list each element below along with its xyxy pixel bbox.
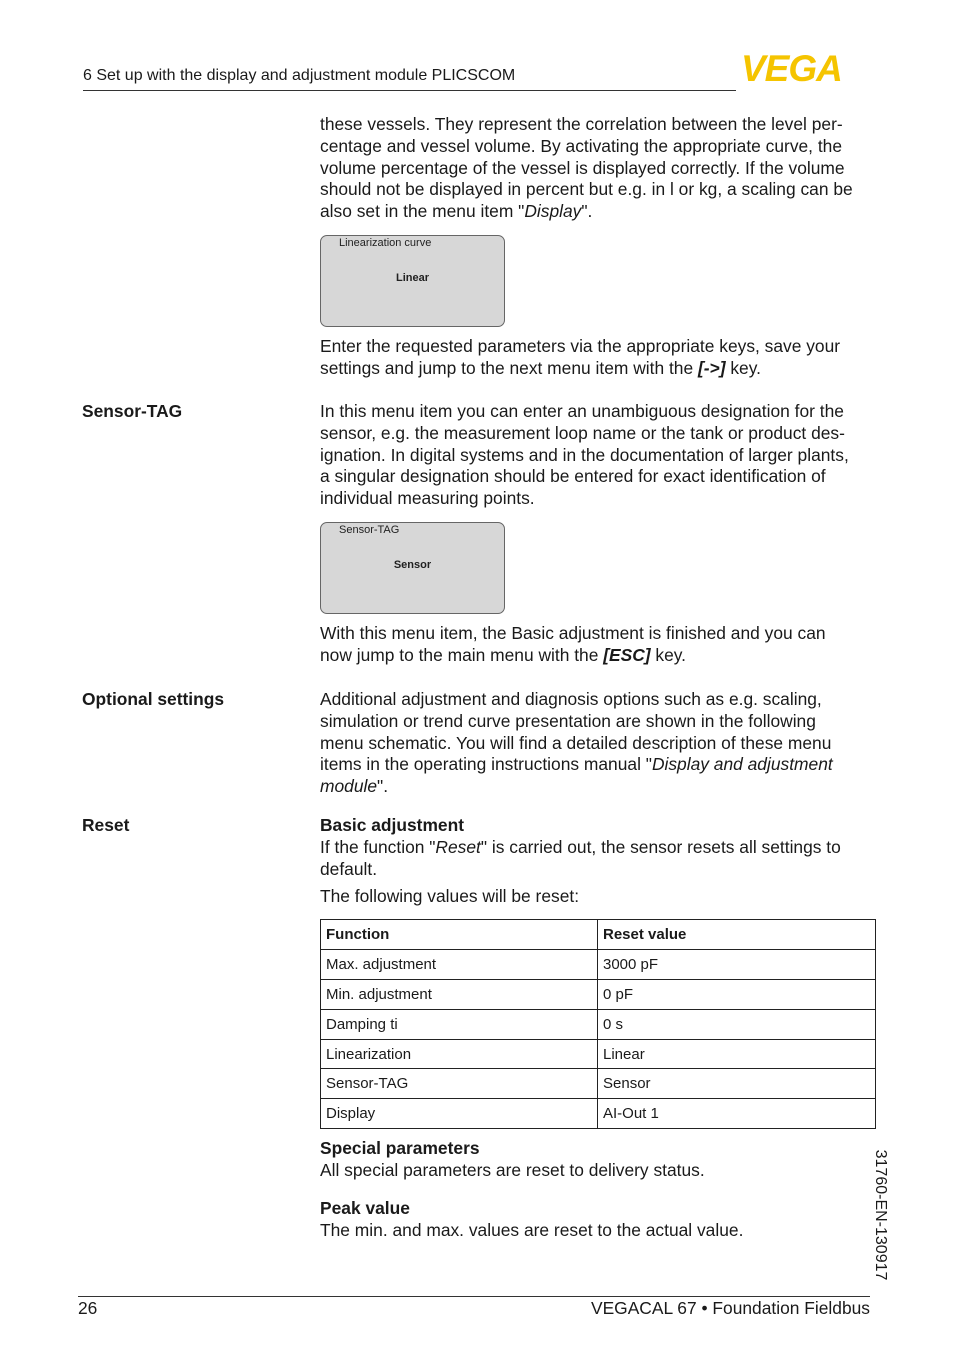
display-title: Sensor-TAG — [339, 524, 400, 536]
section-header: 6 Set up with the display and adjustment module PLICSCOM — [83, 67, 516, 84]
table-header-cell: Reset value — [598, 920, 876, 950]
display-sensor-tag — [320, 522, 505, 614]
vega-logo — [741, 52, 873, 89]
footer-rule — [78, 1296, 870, 1297]
table-row — [321, 1099, 876, 1129]
table-cell: 0 pF — [598, 979, 876, 1009]
table-row — [321, 949, 876, 979]
display-value: Linear — [395, 272, 429, 284]
table-cell: AI-Out 1 — [598, 1099, 876, 1129]
reset-basic-adjustment: Basic adjustment If the function "Reset" is carried out, the sensor resets all settings to default. The following values will be reset: — [320, 815, 876, 908]
optional-settings-paragraph: Additional adjustment and diagnosis options such as e.g. scaling, simulation or trend curve presentation are shown in the following menu schematic. You will find a detailed description of these menu items in the operating instructions manual "Display and adjustment module". — [320, 689, 833, 797]
table-row — [321, 1039, 876, 1069]
table-header-cell: Function — [321, 920, 598, 950]
table-cell: Linear — [598, 1039, 876, 1069]
table-row — [321, 1009, 876, 1039]
display-title: Linearization curve — [339, 237, 432, 249]
display-linearization-curve — [320, 235, 505, 327]
side-label-sensor-tag: Sensor-TAG — [82, 401, 183, 421]
table-row — [321, 979, 876, 1009]
svg-text:VEGA: VEGA — [741, 52, 842, 84]
table-header-row — [321, 920, 876, 950]
table-cell: 0 s — [598, 1009, 876, 1039]
display-value: Sensor — [393, 559, 432, 571]
table-cell: Sensor-TAG — [321, 1069, 598, 1099]
basic-adjustment-heading: Basic adjustment — [320, 815, 464, 835]
side-label-optional-settings: Optional settings — [82, 689, 225, 709]
page-number: 26 — [78, 1298, 98, 1318]
special-parameters-section: Special parameters All special parameters are reset to delivery status. — [320, 1138, 876, 1182]
table-cell: Max. adjustment — [321, 949, 598, 979]
reset-values-table — [320, 919, 876, 1129]
document-code: 31760-EN-130917 — [872, 1149, 889, 1281]
linearization-instruction: Enter the requested parameters via the appropriate keys, save your settings and jump to the next menu item with the [->] key. — [320, 336, 841, 378]
special-parameters-heading: Special parameters — [320, 1138, 480, 1158]
table-cell: 3000 pF — [598, 949, 876, 979]
intro-paragraph: these vessels. They represent the correlation between the level per- centage and vessel volume. By activating the appropriate curve, the volume percentage of the vessel is displayed correctly. If the volume should not be displayed in percent but e.g. in l or kg, a scaling can be also set in the menu item "Display". — [320, 114, 853, 222]
table-row — [321, 1069, 876, 1099]
footer-product: VEGACAL 67 • Foundation Fieldbus — [590, 1298, 870, 1318]
table-cell: Linearization — [321, 1039, 598, 1069]
peak-value-section: Peak value The min. and max. values are reset to the actual value. — [320, 1198, 876, 1242]
table-cell: Sensor — [598, 1069, 876, 1099]
table-cell: Min. adjustment — [321, 979, 598, 1009]
sensor-tag-paragraph: In this menu item you can enter an unambiguous designation for the sensor, e.g. the measurement loop name or the tank or product des- ignation. In digital systems and in the documentation of larger plants, a singular designation should be entered for exact identification of individual measuring points. — [320, 401, 849, 509]
peak-value-heading: Peak value — [320, 1198, 410, 1218]
table-cell: Damping ti — [321, 1009, 598, 1039]
table-cell: Display — [321, 1099, 598, 1129]
side-label-reset: Reset — [82, 815, 130, 835]
header-rule — [83, 90, 736, 91]
sensor-tag-instruction: With this menu item, the Basic adjustment is finished and you can now jump to the main menu with the [ESC] key. — [320, 623, 826, 665]
